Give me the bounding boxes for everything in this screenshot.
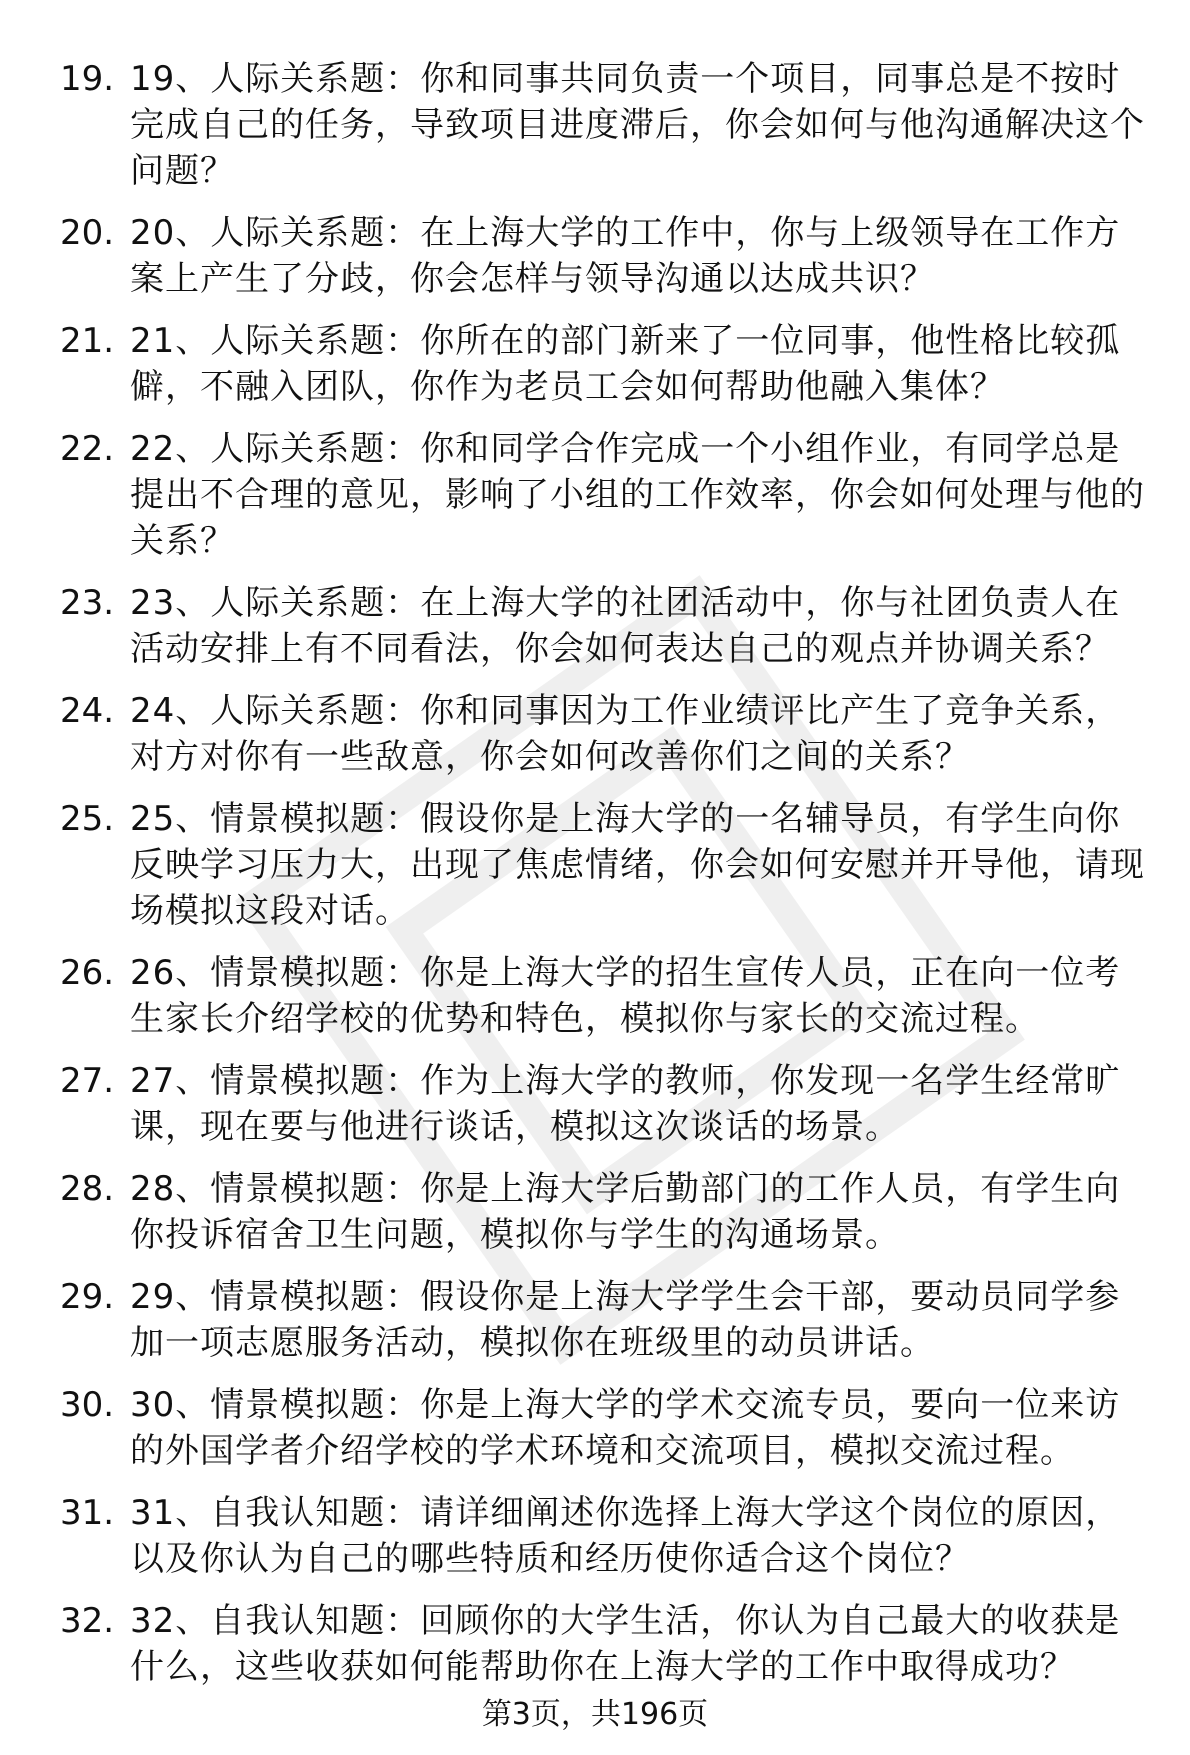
question-number: 30. (60, 1385, 115, 1425)
question-number: 31. (60, 1493, 115, 1533)
question-number: 21. (60, 321, 115, 361)
question-item (60, 1274, 1150, 1366)
question-item (60, 1166, 1150, 1258)
question-text: 28、情景模拟题：你是上海大学后勤部门的工作人员，有学生向你投诉宿舍卫生问题，模拟你与学生的沟通场景。 (130, 1169, 1121, 1255)
question-text: 19、人际关系题：你和同事共同负责一个项目，同事总是不按时完成自己的任务，导致项目进度滞后，你会如何与他沟通解决这个问题？ (130, 59, 1145, 191)
question-number: 24. (60, 691, 115, 731)
question-number: 29. (60, 1277, 115, 1317)
question-item (60, 580, 1150, 672)
question-text: 27、情景模拟题：作为上海大学的教师，你发现一名学生经常旷课，现在要与他进行谈话，模拟这次谈话的场景。 (130, 1061, 1121, 1147)
question-text: 31、自我认知题：请详细阐述你选择上海大学这个岗位的原因，以及你认为自己的哪些特质和经历使你适合这个岗位？ (130, 1493, 1121, 1579)
page-footer: 第3页，共196页 (481, 1697, 709, 1732)
question-item (60, 318, 1150, 410)
question-item (60, 1598, 1150, 1690)
question-number: 28. (60, 1169, 115, 1209)
question-number: 26. (60, 953, 115, 993)
question-text: 22、人际关系题：你和同学合作完成一个小组作业，有同学总是提出不合理的意见，影响了小组的工作效率，你会如何处理与他的关系？ (130, 429, 1145, 561)
question-number: 27. (60, 1061, 115, 1101)
question-item (60, 210, 1150, 302)
question-item (60, 1382, 1150, 1474)
question-text: 30、情景模拟题：你是上海大学的学术交流专员，要向一位来访的外国学者介绍学校的学术环境和交流项目，模拟交流过程。 (130, 1385, 1121, 1471)
question-list (60, 56, 1150, 1706)
question-text: 20、人际关系题：在上海大学的工作中，你与上级领导在工作方案上产生了分歧，你会怎样与领导沟通以达成共识？ (130, 213, 1121, 299)
question-number: 20. (60, 213, 115, 253)
question-number: 19. (60, 59, 115, 99)
question-text: 21、人际关系题：你所在的部门新来了一位同事，他性格比较孤僻，不融入团队，你作为老员工会如何帮助他融入集体？ (130, 321, 1121, 407)
question-text: 23、人际关系题：在上海大学的社团活动中，你与社团负责人在活动安排上有不同看法，你会如何表达自己的观点并协调关系？ (130, 583, 1121, 669)
question-number: 22. (60, 429, 115, 469)
question-number: 32. (60, 1601, 115, 1641)
question-item (60, 1490, 1150, 1582)
question-item (60, 796, 1150, 934)
question-text: 25、情景模拟题：假设你是上海大学的一名辅导员，有学生向你反映学习压力大，出现了焦虑情绪，你会如何安慰并开导他，请现场模拟这段对话。 (130, 799, 1145, 931)
question-text: 29、情景模拟题：假设你是上海大学学生会干部，要动员同学参加一项志愿服务活动，模拟你在班级里的动员讲话。 (130, 1277, 1121, 1363)
question-item (60, 56, 1150, 194)
question-number: 25. (60, 799, 115, 839)
question-number: 23. (60, 583, 115, 623)
question-text: 32、自我认知题：回顾你的大学生活，你认为自己最大的收获是什么，这些收获如何能帮助你在上海大学的工作中取得成功？ (130, 1601, 1121, 1687)
question-item (60, 688, 1150, 780)
question-item (60, 1058, 1150, 1150)
question-item (60, 950, 1150, 1042)
question-text: 24、人际关系题：你和同事因为工作业绩评比产生了竞争关系，对方对你有一些敌意，你会如何改善你们之间的关系？ (130, 691, 1121, 777)
question-text: 26、情景模拟题：你是上海大学的招生宣传人员，正在向一位考生家长介绍学校的优势和特色，模拟你与家长的交流过程。 (130, 953, 1121, 1039)
question-item (60, 426, 1150, 564)
